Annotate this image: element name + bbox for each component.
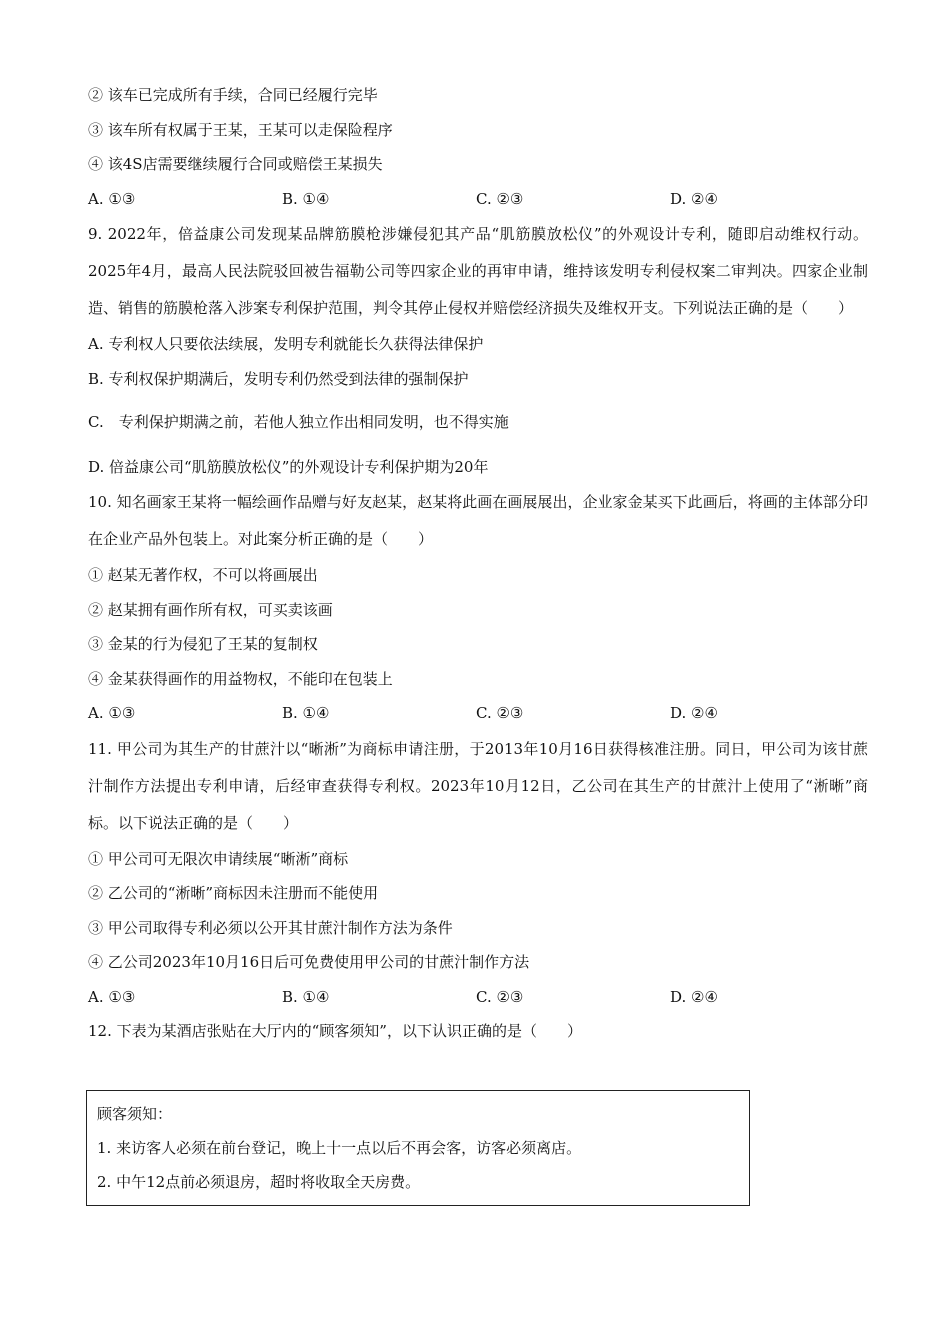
q10-option-a: A. ①③ [88,704,136,722]
question-10 [88,484,868,731]
q10-item-1: ① 赵某无著作权，不可以将画展出 [88,566,318,584]
q8-option-d: D. ②④ [670,189,718,208]
q9-option-d: D. 倍益康公司“肌筋膜放松仪”的外观设计专利保护期为20年 [88,457,489,476]
q11-option-a: A. ①③ [88,987,136,1006]
q8-item-2: ② 该车已完成所有手续，合同已经履行完毕 [88,86,378,104]
q8-option-c: C. ②③ [476,189,524,208]
q10-option-d: D. ②④ [670,704,718,722]
q9-option-c: C. 专利保护期满之前，若他人独立作出相同发明，也不得实施 [88,413,509,431]
q10-option-b: B. ①④ [282,704,330,722]
q9-option-a: A. 专利权人只要依法续展，发明专利就能长久获得法律保护 [88,335,484,353]
q8-item-4: ④ 该4S店需要继续履行合同或赔偿王某损失 [88,155,383,173]
q10-item-3: ③ 金某的行为侵犯了王某的复制权 [88,635,318,653]
q11-item-3: ③ 甲公司取得专利必须以公开其甘蔗汁制作方法为条件 [88,918,453,937]
q10-options [88,696,868,731]
question-9 [88,216,868,484]
q11-option-c: C. ②③ [476,987,524,1006]
q11-option-d: D. ②④ [670,987,718,1006]
customer-notice-box [86,1090,750,1206]
q8-option-a: A. ①③ [88,189,136,208]
question-12 [88,1014,868,1049]
q10-option-c: C. ②③ [476,704,524,722]
q10-item-4: ④ 金某获得画作的用益物权，不能印在包装上 [88,669,393,688]
exam-page [88,78,868,1049]
q9-stem: 9. 2022年，倍益康公司发现某品牌筋膜枪涉嫌侵犯其产品“肌筋膜放松仪”的外观设计专利，随即启动维权行动。2025年4月，最高人民法院驳回被告福勒公司等四家企业的再审申请，维持该发明专利侵权案二审判决。四家企业制造、销售的筋膜枪落入涉案专利保护范围，判令其停止侵权并赔偿经济损失及维权开支。下列说法正确的是（ ） [88,225,868,317]
q12-stem: 12. 下表为某酒店张贴在大厅内的“顾客须知”，以下认识正确的是（ ） [88,1022,582,1040]
q8-options [88,182,868,217]
q8-item-3: ③ 该车所有权属于王某，王某可以走保险程序 [88,120,393,139]
q11-stem: 11. 甲公司为其生产的甘蔗汁以“晰淅”为商标申请注册，于2013年10月16日获得核准注册。同日，甲公司为该甘蔗汁制作方法提出专利申请，后经审查获得专利权。2023年10月12日，乙公司在其生产的甘蔗汁上使用了“淅晰”商标。以下说法正确的是（ ） [88,739,868,832]
q11-item-1: ① 甲公司可无限次申请续展“晰淅”商标 [88,849,349,868]
q9-option-b: B. 专利权保护期满后，发明专利仍然受到法律的强制保护 [88,369,469,388]
q11-option-b: B. ①④ [282,987,330,1006]
notice-title: 顾客须知： [97,1105,173,1123]
q10-item-2: ② 赵某拥有画作所有权，可买卖该画 [88,600,333,619]
question-8 [88,78,868,216]
q8-option-b: B. ①④ [282,189,330,208]
question-11 [88,731,868,1015]
q10-stem: 10. 知名画家王某将一幅绘画作品赠与好友赵某，赵某将此画在画展展出，企业家金某买下此画后，将画的主体部分印在企业产品外包装上。对此案分析正确的是（ ） [88,493,868,548]
q11-item-4: ④ 乙公司2023年10月16日后可免费使用甲公司的甘蔗汁制作方法 [88,953,530,971]
q11-item-2: ② 乙公司的“淅晰”商标因未注册而不能使用 [88,884,379,902]
notice-rule-2: 2. 中午12点前必须退房，超时将收取全天房费。 [97,1173,421,1191]
notice-rule-1: 1. 来访客人必须在前台登记，晚上十一点以后不再会客，访客必须离店。 [97,1139,582,1157]
q11-options [88,980,868,1015]
